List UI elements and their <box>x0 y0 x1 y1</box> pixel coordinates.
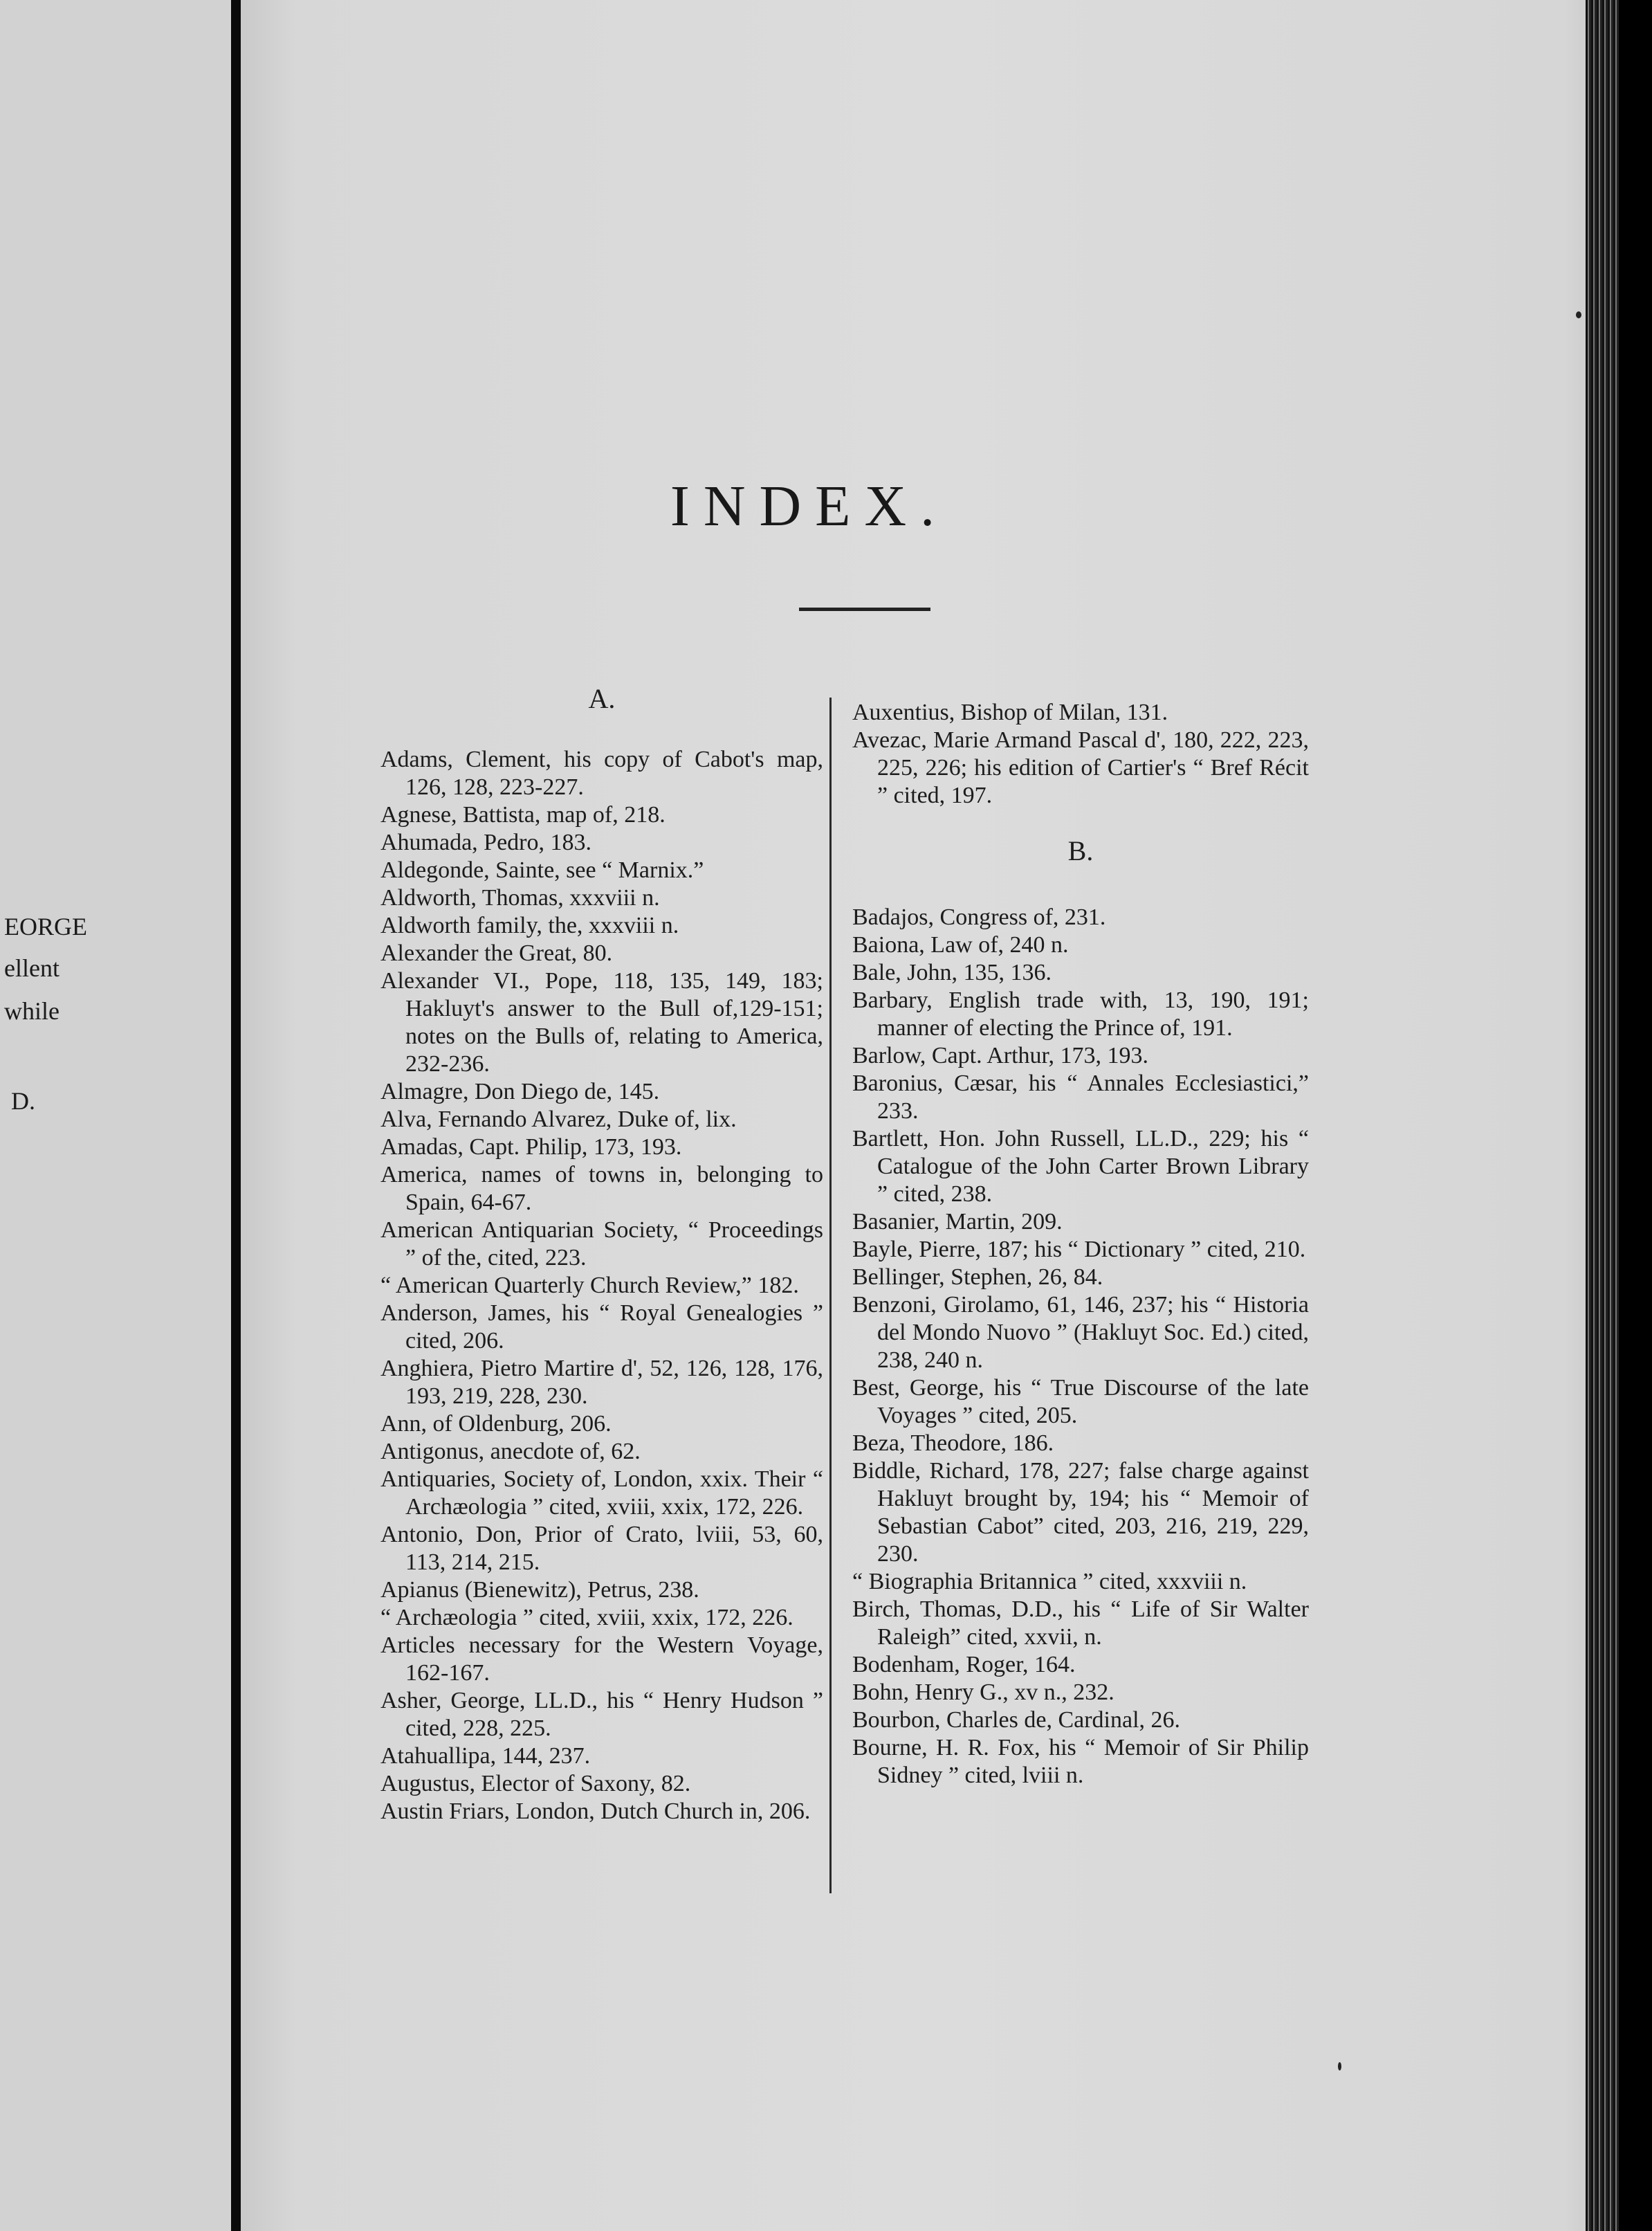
index-entry: Best, George, his “ True Discourse of the late Voyages ” cited, 205. <box>852 1375 1309 1428</box>
index-entry: Bourne, H. R. Fox, his “ Memoir of Sir Philip Sidney ” cited, lviii n. <box>852 1735 1309 1788</box>
index-entry: Apianus (Bienewitz), Petrus, 238. <box>380 1577 699 1603</box>
index-entry: Almagre, Don Diego de, 145. <box>380 1079 660 1104</box>
index-entry: America, names of towns in, belonging to Spain, 64-67. <box>380 1162 823 1215</box>
page-edge <box>1586 0 1619 2231</box>
index-entry: Bartlett, Hon. John Russell, LL.D., 229; his “ Catalogue of the John Carter Brown Library ” cited, 238. <box>852 1126 1309 1207</box>
index-entry: American Antiquarian Society, “ Proceedings ” of the, cited, 223. <box>380 1217 823 1271</box>
title-rule <box>799 608 930 611</box>
index-entry: Anghiera, Pietro Martire d', 52, 126, 128, 176, 193, 219, 228, 230. <box>380 1356 823 1409</box>
index-entry: Augustus, Elector of Saxony, 82. <box>380 1771 691 1796</box>
index-entry: “ Biographia Britannica ” cited, xxxviii n. <box>852 1569 1247 1594</box>
index-entry-list <box>852 904 1309 1790</box>
index-entry-list <box>380 746 823 1825</box>
index-entry: Bayle, Pierre, 187; his “ Dictionary ” cited, 210. <box>852 1237 1306 1262</box>
index-entry: Avezac, Marie Armand Pascal d', 180, 222, 223, 225, 226; his edition of Cartier's “ Bref Récit ” cited, 197. <box>852 727 1309 808</box>
facing-page-fragment: ellent <box>4 954 59 982</box>
facing-page-fragment: while <box>4 997 59 1025</box>
index-entry: Alexander the Great, 80. <box>380 940 613 966</box>
index-entry: “ Archæologia ” cited, xviii, xxix, 172, 226. <box>380 1605 793 1630</box>
index-entry: Barlow, Capt. Arthur, 173, 193. <box>852 1043 1149 1068</box>
index-entry: Benzoni, Girolamo, 61, 146, 237; his “ Historia del Mondo Nuovo ” (Hakluyt Soc. Ed.) cited, 238, 240 n. <box>852 1292 1309 1373</box>
index-entry: Ann, of Oldenburg, 206. <box>380 1411 612 1437</box>
index-entry: Alva, Fernando Alvarez, Duke of, lix. <box>380 1107 737 1132</box>
index-entry: Basanier, Martin, 209. <box>852 1209 1063 1235</box>
facing-page <box>0 0 231 2231</box>
index-entry: Alexander VI., Pope, 118, 135, 149, 183; Hakluyt's answer to the Bull of,129-151; notes on the Bulls of, relating to America, 232-236. <box>380 968 823 1077</box>
index-entry-list <box>852 699 1309 810</box>
index-entry: Antigonus, anecdote of, 62. <box>380 1439 641 1464</box>
index-entry: Baronius, Cæsar, his “ Annales Ecclesiastici,” 233. <box>852 1071 1309 1124</box>
index-entry: Austin Friars, London, Dutch Church in, 206. <box>380 1799 811 1824</box>
index-entry: Badajos, Congress of, 231. <box>852 904 1106 930</box>
index-entry: Amadas, Capt. Philip, 173, 193. <box>380 1134 682 1160</box>
section-letter: A. <box>588 683 616 714</box>
index-entry: Atahuallipa, 144, 237. <box>380 1743 591 1769</box>
index-entry: Aldegonde, Sainte, see “ Marnix.” <box>380 857 704 883</box>
section-letter: B. <box>1067 835 1094 866</box>
index-entry: Bodenham, Roger, 164. <box>852 1652 1076 1677</box>
index-entry: Aldworth family, the, xxxviii n. <box>380 913 679 938</box>
facing-page-fragment: D. <box>11 1087 35 1115</box>
index-entry: Articles necessary for the Western Voyage, 162-167. <box>380 1632 823 1686</box>
index-column-right <box>852 699 1309 1790</box>
index-entry: Adams, Clement, his copy of Cabot's map, 126, 128, 223-227. <box>380 747 823 800</box>
speck <box>1576 311 1581 318</box>
index-entry: Beza, Theodore, 186. <box>852 1430 1054 1456</box>
index-entry: Baiona, Law of, 240 n. <box>852 932 1069 958</box>
facing-page-fragment: EORGE <box>4 913 87 940</box>
index-entry: Birch, Thomas, D.D., his “ Life of Sir Walter Raleigh” cited, xxvii, n. <box>852 1596 1309 1650</box>
index-entry: Asher, George, LL.D., his “ Henry Hudson ” cited, 228, 225. <box>380 1688 823 1741</box>
index-entry: Biddle, Richard, 178, 227; false charge against Hakluyt brought by, 194; his “ Memoir of Sebastian Cabot” cited, 203, 216, 219, 229, 230. <box>852 1458 1309 1567</box>
speck <box>1338 2062 1341 2070</box>
index-entry: Bellinger, Stephen, 26, 84. <box>852 1264 1103 1290</box>
index-entry: Agnese, Battista, map of, 218. <box>380 802 666 828</box>
page-title: INDEX. <box>670 474 949 538</box>
index-entry: Antiquaries, Society of, London, xxix. Their “ Archæologia ” cited, xviii, xxix, 172, 226. <box>380 1466 823 1520</box>
index-entry: Auxentius, Bishop of Milan, 131. <box>852 700 1168 725</box>
index-entry: Ahumada, Pedro, 183. <box>380 830 592 855</box>
index-column-left <box>380 685 823 1825</box>
index-entry: “ American Quarterly Church Review,” 182. <box>380 1273 799 1298</box>
index-entry: Bale, John, 135, 136. <box>852 960 1052 985</box>
index-entry: Anderson, James, his “ Royal Genealogies ” cited, 206. <box>380 1300 823 1354</box>
index-entry: Bohn, Henry G., xv n., 232. <box>852 1679 1114 1705</box>
column-divider <box>829 698 832 1893</box>
index-entry: Aldworth, Thomas, xxxviii n. <box>380 885 660 911</box>
index-entry: Barbary, English trade with, 13, 190, 191; manner of electing the Prince of, 191. <box>852 987 1309 1041</box>
index-entry: Bourbon, Charles de, Cardinal, 26. <box>852 1707 1181 1733</box>
book-gutter <box>231 0 241 2231</box>
index-entry: Antonio, Don, Prior of Crato, lviii, 53, 60, 113, 214, 215. <box>380 1522 823 1575</box>
